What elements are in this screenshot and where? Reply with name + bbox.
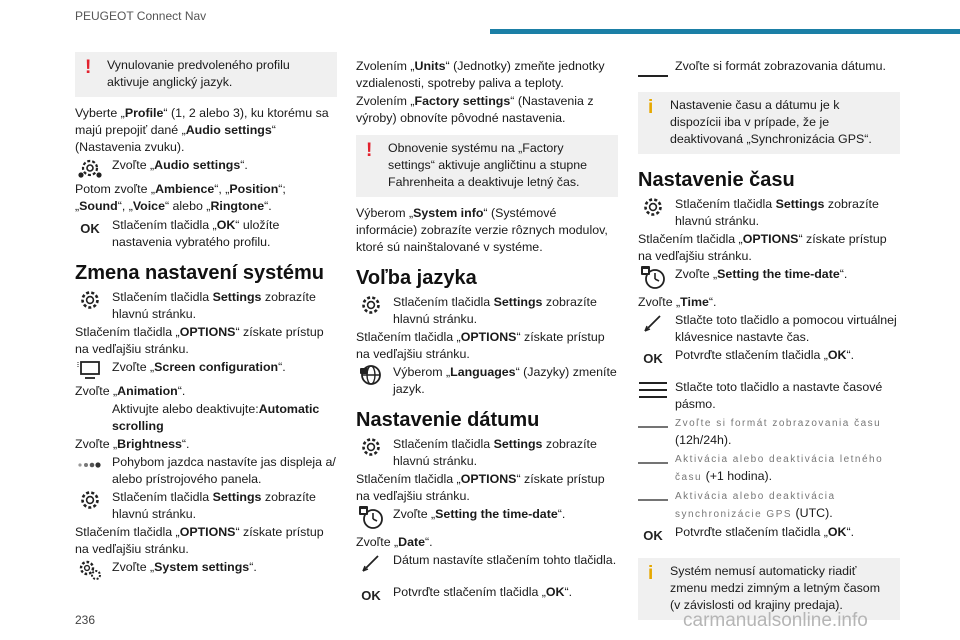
step-time-date: Zvoľte „Setting the time-date“. (356, 506, 618, 526)
step-system-settings: Zvoľte „System settings“. (75, 559, 337, 579)
info-icon: i (648, 97, 654, 118)
header-accent-bar (490, 29, 960, 34)
slider-dots-icon[interactable] (75, 454, 105, 476)
clock-calendar-icon[interactable] (356, 506, 386, 528)
paragraph: Zvolením „Units“ (Jednotky) zmeňte jednotky vzdialenosti, spotreby paliva a teploty. (356, 59, 605, 90)
info-note: i Systém nemusí automaticky riadiť zmenu medzi zimným a letným časom (v závislosti od krajiny predaja). (638, 558, 900, 620)
step-ok-confirm: OK Potvrďte stlačením tlačidla „OK“. (638, 347, 900, 367)
step-animation: Aktivujte alebo deaktivujte:Automatic scrolling (75, 401, 337, 435)
step-settings: Stlačením tlačidla Settings zobrazíte hlavnú stránku. (75, 289, 337, 323)
ok-button-icon[interactable]: OK (643, 527, 663, 543)
step-date-edit: Dátum nastavíte stlačením tohto tlačidla. (356, 552, 618, 572)
step-ok-save: OK Stlačením tlačidla „OK“ uložíte nastavenia vybratého profilu. (75, 217, 337, 251)
paragraph: Potom zvoľte „Ambience“, „Position“; „Sound“, „Voice“ alebo „Ringtone“. (75, 182, 286, 213)
ok-button-icon[interactable]: OK (361, 587, 381, 603)
gear-icon[interactable] (75, 289, 105, 311)
step-audio-settings: Zvoľte „Audio settings“. (75, 157, 337, 177)
step-ok-confirm: OK Potvrďte stlačením tlačidla „OK“. (638, 524, 900, 544)
warning-note: ! Vynulovanie predvoleného profilu aktivuje anglický jazyk. (75, 52, 337, 97)
system-gears-icon[interactable] (75, 559, 105, 581)
step-screen-configuration: Zvoľte „Screen configuration“. (75, 359, 337, 379)
step-languages: Výberom „Languages“ (Jazyky) zmeníte jazyk. (356, 364, 618, 398)
step-date-format: Zvoľte si formát zobrazovania dátumu. (638, 58, 900, 78)
paragraph: Stlačením tlačidla „OPTIONS“ získate prístup na vedľajšiu stránku. (75, 525, 324, 556)
format-bar-icon[interactable] (638, 58, 668, 80)
exclamation-icon: ! (366, 140, 373, 161)
running-header: PEUGEOT Connect Nav (75, 9, 207, 23)
language-globe-icon[interactable] (356, 364, 386, 386)
paragraph: Zvolením „Factory settings“ (Nastavenia z výroby) obnovíte pôvodné nastavenia. (356, 94, 594, 125)
gear-icon[interactable] (75, 489, 105, 511)
paragraph: Stlačením tlačidla „OPTIONS“ získate prístup na vedľajšiu stránku. (356, 330, 605, 361)
paragraph: Stlačením tlačidla „OPTIONS“ získate prístup na vedľajšiu stránku. (75, 325, 324, 356)
step-timezone: Stlačte toto tlačidlo a nastavte časové pásmo. (638, 379, 900, 413)
paragraph: Zvoľte „Date“. (356, 535, 433, 549)
step-time-format: Zvoľte si formát zobrazovania času (12h/24h). (638, 414, 900, 449)
screen-config-icon[interactable] (75, 359, 105, 381)
column-2 (356, 58, 618, 605)
step-settings: Stlačením tlačidla Settings zobrazíte hlavnú stránku. (75, 489, 337, 523)
section-heading: Zmena nastavení systému (75, 262, 324, 284)
step-time-edit: Stlačte toto tlačidlo a pomocou virtuálnej klávesnice nastavte čas. (638, 312, 900, 346)
watermark: carmanualsonline.info (683, 610, 868, 631)
gear-icon[interactable] (356, 436, 386, 458)
pencil-icon[interactable] (356, 552, 386, 574)
paragraph: Zvoľte „Animation“. (75, 384, 186, 398)
column-1 (75, 52, 337, 580)
gear-icon[interactable] (638, 196, 668, 218)
paragraph: Stlačením tlačidla „OPTIONS“ získate prístup na vedľajšiu stránku. (356, 472, 605, 503)
paragraph: Výberom „System info“ (Systémové informácie) zobrazíte verzie rôznych modulov, ktoré sú nainštalované v systéme. (356, 206, 608, 254)
toggle-line-icon[interactable] (638, 487, 668, 509)
step-daylight-saving: Aktivácia alebo deaktivácia letného času (+1 hodina). (638, 450, 900, 486)
blank-icon (75, 401, 105, 423)
step-gps-sync: Aktivácia alebo deaktivácia synchronizácie GPS (UTC). (638, 487, 900, 523)
exclamation-icon: ! (85, 57, 92, 78)
section-heading: Voľba jazyka (356, 267, 477, 289)
step-settings: Stlačením tlačidla Settings zobrazíte hlavnú stránku. (356, 436, 618, 470)
column-3 (638, 58, 900, 631)
settings-people-icon[interactable] (75, 157, 105, 179)
toggle-line-icon[interactable] (638, 450, 668, 472)
page-number: 236 (75, 613, 96, 627)
step-settings: Stlačením tlačidla Settings zobrazíte hlavnú stránku. (356, 294, 618, 328)
pencil-icon[interactable] (638, 312, 668, 334)
gear-icon[interactable] (356, 294, 386, 316)
step-brightness: Pohybom jazdca nastavíte jas displeja a/ alebo prístrojového panela. (75, 454, 337, 488)
clock-calendar-icon[interactable] (638, 266, 668, 288)
ok-button-icon[interactable]: OK (643, 350, 663, 366)
step-ok-confirm: OK Potvrďte stlačením tlačidla „OK“. (356, 584, 618, 604)
paragraph: Zvoľte „Brightness“. (75, 437, 190, 451)
paragraph: Stlačením tlačidla „OPTIONS“ získate prístup na vedľajšiu stránku. (638, 232, 887, 263)
step-settings: Stlačením tlačidla Settings zobrazíte hlavnú stránku. (638, 196, 900, 230)
info-note: i Nastavenie času a dátumu je k dispozícii iba v prípade, že je deaktivovaná „Synchronizácia GPS“. (638, 92, 900, 154)
step-time-date: Zvoľte „Setting the time-date“. (638, 266, 900, 286)
menu-lines-icon[interactable] (638, 379, 668, 401)
paragraph: Vyberte „Profile“ (1, 2 alebo 3), ku ktorému sa majú prepojiť dané „Audio settings“ (Nastavenia zvuku). (75, 106, 329, 154)
section-heading: Nastavenie dátumu (356, 409, 540, 431)
info-icon: i (648, 563, 654, 584)
ok-button-icon[interactable]: OK (80, 220, 100, 236)
toggle-line-icon[interactable] (638, 414, 668, 436)
paragraph: Zvoľte „Time“. (638, 295, 717, 309)
section-heading: Nastavenie času (638, 169, 795, 191)
warning-note: ! Obnovenie systému na „Factory settings“ aktivuje angličtinu a stupne Fahrenheita a deaktivuje letný čas. (356, 135, 618, 197)
